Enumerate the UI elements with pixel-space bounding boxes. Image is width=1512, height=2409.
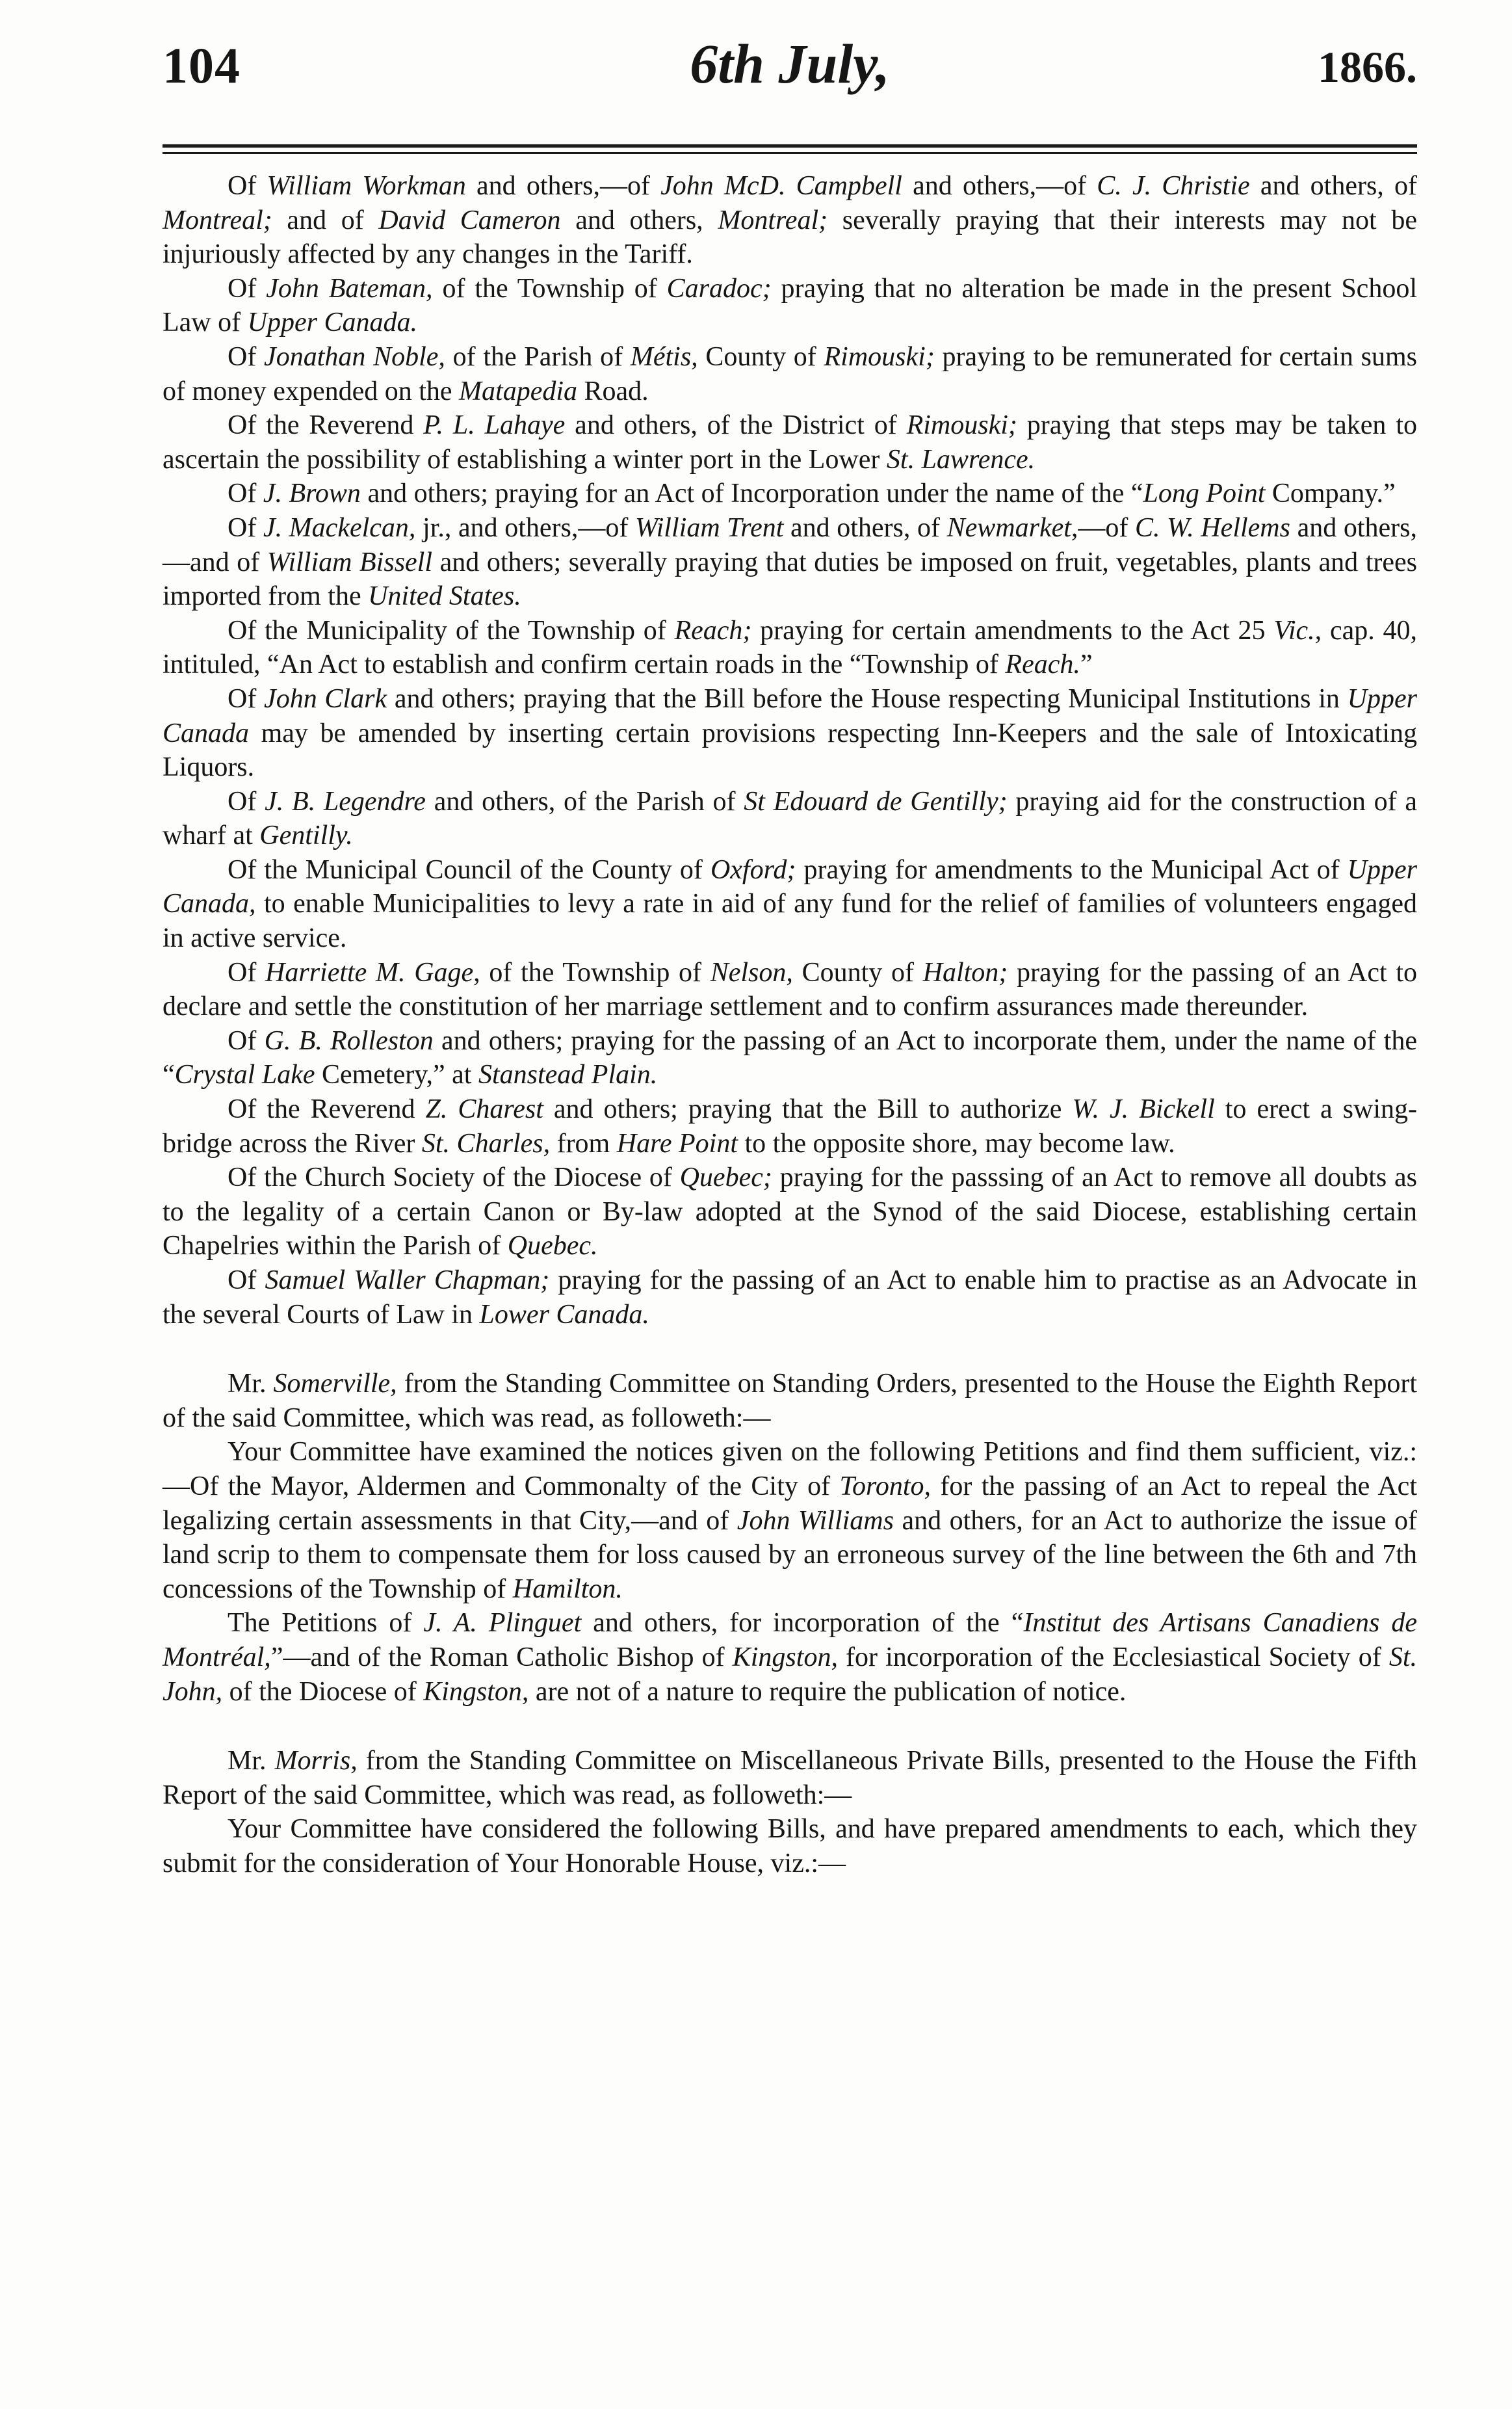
petition-paragraph: [163, 1161, 1417, 1263]
text-run: praying for amendments to the Municipal Act of: [796, 854, 1348, 885]
italic-run: Newmarket,: [946, 512, 1078, 543]
petition-paragraph: [163, 340, 1417, 408]
text-run: and others, for incorporation of the “: [581, 1608, 1024, 1639]
italic-run: Crystal Lake: [174, 1060, 315, 1090]
text-run: and others,—and of: [163, 512, 1417, 577]
page-number: 104: [163, 37, 241, 94]
italic-run: Institut des Artisans Canadiens de Montréal,: [163, 1608, 1417, 1672]
italic-run: William Bissell: [267, 547, 433, 577]
text-run: Of: [228, 171, 267, 201]
report-paragraph: [163, 1606, 1417, 1709]
italic-run: Kingston,: [732, 1642, 838, 1672]
text-run: praying that no alteration be made in the present School Law of: [163, 273, 1417, 338]
report-intro-paragraph: [163, 1744, 1417, 1812]
italic-run: W. J. Bickell: [1072, 1094, 1215, 1125]
italic-run: J. Brown: [263, 479, 361, 509]
text-run: Road.: [577, 376, 649, 406]
petition-paragraph: [163, 511, 1417, 614]
italic-run: Long Point: [1143, 479, 1266, 509]
italic-run: Halton;: [922, 957, 1008, 988]
text-run: to erect a swing-bridge across the River: [163, 1094, 1417, 1159]
text-run: praying for the passing of an Act to declare and settle the constitution of her marriage settlement and to confirm assurances made thereunder.: [163, 957, 1418, 1022]
italic-run: Upper Canada.: [247, 308, 417, 338]
italic-run: Reach;: [674, 615, 752, 646]
italic-run: Vic.,: [1273, 615, 1322, 646]
italic-run: Somerville,: [273, 1369, 397, 1399]
italic-run: John Williams: [736, 1505, 894, 1536]
text-run: County of: [792, 957, 923, 988]
italic-run: Reach.: [1005, 650, 1080, 680]
text-run: praying for the passsing of an Act to remove all doubts as to the legality of a certain Canon or By-law adopted at the Synod of the said Diocese, establishing certain Chapelries within the Parish of: [163, 1163, 1417, 1261]
text-run: The Petitions of: [228, 1608, 424, 1639]
page-year: 1866.: [1318, 42, 1417, 92]
petitions-section: [163, 169, 1417, 1332]
italic-run: Matapedia: [459, 376, 578, 406]
text-run: Of: [228, 786, 265, 817]
text-run: and others; praying for an Act of Incorporation under the name of the “: [360, 479, 1143, 509]
italic-run: St. Lawrence.: [886, 444, 1036, 475]
italic-run: C. W. Hellems: [1134, 512, 1290, 543]
text-run: are not of a nature to require the publication of notice.: [528, 1676, 1127, 1707]
italic-run: G. B. Rolleston: [264, 1025, 434, 1056]
italic-run: Upper Canada,: [163, 854, 1417, 919]
report-paragraph: [163, 1435, 1417, 1606]
text-run: severally praying that their interests may not be injuriously affected by any changes in the Tariff.: [163, 205, 1417, 270]
italic-run: Caradoc;: [666, 273, 772, 304]
text-run: praying that steps may be taken to ascertain the possibility of establishing a winter port in the Lower: [163, 410, 1417, 475]
text-run: —of: [1078, 512, 1135, 543]
body-text: [163, 169, 1417, 1881]
italic-run: John McD. Campbell: [660, 171, 902, 201]
italic-run: St. Charles,: [421, 1128, 551, 1159]
report-paragraph: [163, 1812, 1417, 1880]
text-run: of the Parish of: [445, 341, 631, 372]
text-run: and others; praying that the Bill to authorize: [543, 1094, 1073, 1125]
text-run: Of the Reverend: [228, 410, 424, 441]
text-run: from the Standing Committee on Standing Orders, presented to the House the Eighth Report of the said Committee, which was read, as followeth:—: [163, 1369, 1417, 1433]
text-run: County of: [697, 341, 824, 372]
italic-run: William Trent: [634, 512, 784, 543]
text-run: Of: [228, 683, 265, 714]
text-run: and others,—of: [902, 171, 1097, 201]
text-run: jr., and others,—of: [415, 512, 635, 543]
text-run: praying to be remunerated for certain sums of money expended on the: [163, 341, 1417, 406]
italic-run: Métis,: [630, 341, 698, 372]
text-run: cap. 40, intituled, “An Act to establish and confirm certain roads in the “Township of: [163, 615, 1417, 680]
italic-run: Quebec;: [679, 1163, 772, 1193]
petition-paragraph: [163, 408, 1417, 477]
header-rule-thin: [163, 152, 1417, 154]
petition-paragraph: [163, 1263, 1417, 1332]
text-run: Mr.: [228, 1746, 275, 1776]
italic-run: J. B. Legendre: [265, 786, 426, 817]
italic-run: St. John,: [163, 1642, 1417, 1707]
text-run: and others; praying for the passing of an Act to incorporate them, under the name of the “: [163, 1025, 1417, 1090]
italic-run: Gentilly.: [259, 821, 353, 851]
italic-run: Z. Charest: [425, 1094, 543, 1125]
italic-run: Morris,: [274, 1746, 358, 1776]
text-run: praying for certain amendments to the Act 25: [751, 615, 1274, 646]
petition-paragraph: [163, 272, 1417, 340]
text-run: Your Committee have considered the following Bills, and have prepared amendments to each, which they submit for the consideration of Your Honorable House, viz.:—: [163, 1814, 1417, 1878]
text-run: Of: [228, 1025, 265, 1056]
italic-run: St Edouard de Gentilly;: [744, 786, 1008, 817]
text-run: Cemetery,” at: [315, 1060, 478, 1090]
text-run: and others; severally praying that duties be imposed on fruit, vegetables, plants and trees imported from the: [163, 547, 1417, 612]
text-run: Company.”: [1265, 479, 1396, 509]
text-run: ”—and of the Roman Catholic Bishop of: [270, 1642, 733, 1672]
text-run: Of the Municipality of the Township of: [228, 615, 675, 646]
text-run: Of: [228, 273, 267, 304]
petition-paragraph: [163, 169, 1417, 272]
italic-run: P. L. Lahaye: [423, 410, 566, 441]
report-intro-paragraph: [163, 1367, 1417, 1435]
text-run: and others,—of: [465, 171, 661, 201]
italic-run: John Bateman,: [266, 273, 433, 304]
text-run: Of the Church Society of the Diocese of: [228, 1163, 680, 1193]
text-run: from the Standing Committee on Miscellaneous Private Bills, presented to the House the Fifth Report of the said Committee, which was read, as followeth:—: [163, 1746, 1417, 1810]
italic-run: C. J. Christie: [1097, 171, 1250, 201]
page-date: 6th July,: [690, 33, 890, 95]
text-run: and others, of: [783, 512, 947, 543]
italic-run: Hamilton.: [512, 1573, 623, 1604]
italic-run: William Workman: [267, 171, 466, 201]
petition-paragraph: [163, 1092, 1417, 1161]
petition-paragraph: [163, 1024, 1417, 1092]
italic-run: Stanstead Plain.: [478, 1060, 658, 1090]
text-run: Of: [228, 512, 263, 543]
italic-run: Oxford;: [710, 854, 796, 885]
text-run: of the Township of: [432, 273, 667, 304]
text-run: for incorporation of the Ecclesiastical Society of: [837, 1642, 1389, 1672]
text-run: of the Township of: [480, 957, 710, 988]
petition-paragraph: [163, 853, 1417, 956]
text-run: Of the Reverend: [228, 1094, 426, 1125]
text-run: and others,: [560, 205, 718, 235]
petition-paragraph: [163, 477, 1417, 511]
italic-run: Quebec.: [507, 1231, 598, 1261]
text-run: Of: [228, 341, 265, 372]
text-run: ”: [1080, 650, 1093, 680]
text-run: Of: [228, 957, 266, 988]
italic-run: Samuel Waller Chapman;: [265, 1265, 550, 1295]
italic-run: J. A. Plinguet: [423, 1608, 582, 1639]
italic-run: J. Mackelcan,: [263, 512, 416, 543]
text-run: to the opposite shore, may become law.: [738, 1128, 1175, 1159]
italic-run: Lower Canada.: [479, 1299, 649, 1330]
italic-run: Nelson,: [710, 957, 793, 988]
text-run: to enable Municipalities to levy a rate in aid of any fund for the relief of families of volunteers engaged in active service.: [163, 889, 1417, 954]
italic-run: Harriette M. Gage,: [265, 957, 480, 988]
text-run: and others, of: [1249, 171, 1417, 201]
text-run: from: [550, 1128, 617, 1159]
italic-run: John Clark: [264, 683, 387, 714]
italic-run: Hare Point: [616, 1128, 738, 1159]
italic-run: United States.: [368, 581, 521, 612]
italic-run: David Cameron: [378, 205, 561, 235]
text-run: of the Diocese of: [222, 1676, 424, 1707]
standing-orders-report: [163, 1367, 1417, 1709]
italic-run: Upper Canada: [163, 683, 1417, 748]
italic-run: Rimouski;: [906, 410, 1017, 441]
text-run: and others, for an Act to authorize the issue of land scrip to them to compensate them for loss caused by an erroneous survey of the line between the 6th and 7th concessions of the Township of: [163, 1505, 1417, 1604]
text-run: praying for the passing of an Act to enable him to practise as an Advocate in the several Courts of Law in: [163, 1265, 1417, 1330]
text-run: and of: [272, 205, 379, 235]
italic-run: Toronto,: [839, 1471, 931, 1501]
text-run: Mr.: [228, 1369, 274, 1399]
private-bills-report: [163, 1744, 1417, 1880]
header-rule-thick: [163, 144, 1417, 148]
text-run: Of: [228, 1265, 265, 1295]
text-run: and others, of the District of: [565, 410, 907, 441]
text-run: Your Committee have examined the notices given on the following Petitions and find them sufficient, viz.:—Of the Mayor, Aldermen and Commonalty of the City of: [163, 1437, 1417, 1501]
italic-run: Montreal;: [163, 205, 272, 235]
text-run: Of: [228, 479, 263, 509]
petition-paragraph: [163, 785, 1417, 853]
text-run: praying aid for the construction of a wharf at: [163, 786, 1417, 851]
italic-run: Rimouski;: [824, 341, 935, 372]
text-run: for the passing of an Act to repeal the Act legalizing certain assessments in that City,—and of: [163, 1471, 1417, 1536]
petition-paragraph: [163, 614, 1417, 682]
text-run: and others, of the Parish of: [425, 786, 744, 817]
text-run: may be amended by inserting certain provisions respecting Inn-Keepers and the sale of Intoxicating Liquors.: [163, 718, 1417, 783]
italic-run: Montreal;: [718, 205, 828, 235]
page-header: [163, 31, 1417, 116]
text-run: Of the Municipal Council of the County of: [228, 854, 710, 885]
italic-run: Kingston,: [423, 1676, 529, 1707]
text-run: and others; praying that the Bill before the House respecting Municipal Institutions in: [387, 683, 1348, 714]
italic-run: Jonathan Noble,: [264, 341, 445, 372]
petition-paragraph: [163, 682, 1417, 785]
petition-paragraph: [163, 956, 1417, 1024]
